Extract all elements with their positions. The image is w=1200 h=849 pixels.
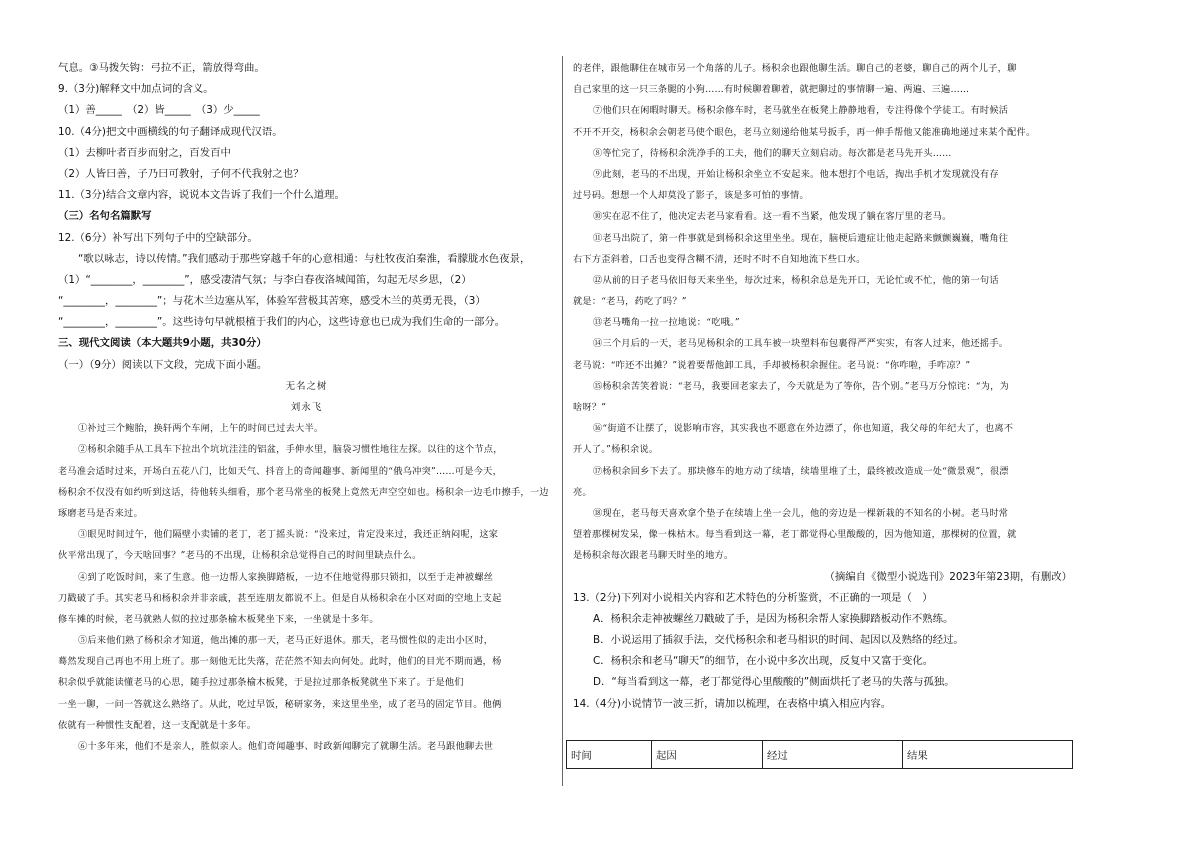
- text-line: 13.（2分)下列对小说相关内容和艺术特色的分析鉴赏，不正确的一项是（ ）: [573, 591, 933, 604]
- text-line: ⑱现在，老马每天喜欢拿个垫子在续墙上坐一会儿，他的旁边是一棵新栽的不知名的小树。老马时常: [593, 507, 1009, 519]
- text-line: （一）（9分）阅读以下文段，完成下面小题。: [58, 358, 268, 371]
- text-line: 9.（3分)解释文中加点词的含义。: [58, 83, 214, 96]
- text-line: C．杨积余和老马“聊天”的细节，在小说中多次出现，反复中又富于变化。: [593, 655, 934, 668]
- text-line: 琢磨老马是否来过。: [58, 507, 143, 519]
- text-line: 过号码。想想一个人却莫没了影子，该是多可怕的事情。: [573, 190, 809, 202]
- text-line: ③眼见时间过午，他们隔壁小卖铺的老丁，老丁摇头说：“没来过，肯定没来过，我还正纳闷呢，这家: [78, 529, 499, 541]
- text-line: “歌以咏志，诗以传情。”我们感动于那些穿越千年的心意相通：与杜牧夜泊秦淮，看朦胧水色夜景，: [78, 252, 531, 265]
- text-line: 自己家里的这一只三条腿的小狗……有时候聊着聊着，就把聊过的事情聊一遍、两遍、三遍……: [573, 84, 970, 96]
- text-line: ④到了吃饭时间，来了生意。他一边帮人家换脚踏板，一边不住地觉得那只锁扣，以至于走神被螺丝: [78, 571, 494, 583]
- text-line: 气息。③马拨矢钩：弓拉不正，箭放得弯曲。: [58, 62, 265, 74]
- text-line: 望着那棵树发呆，像一株枯木。每当看到这一幕，老丁都觉得心里酸酸的，因为他知道，那棵树的位置，就: [573, 529, 1017, 541]
- text-line: 三、现代文阅读（本大题共9小题，共30分）: [58, 337, 267, 350]
- text-line: （摘编自《微型小说选刊》2023年第23期，有删改）: [824, 570, 1072, 583]
- text-line: 亮。: [573, 486, 592, 498]
- text-line: 杨积余不仅没有如约听到这话，待他转头细看，那个老马常坐的板凳上竟然无声空空如也。杨积余一边毛巾擦手，一边: [58, 486, 549, 498]
- text-line: ⑩实在忍不住了，他决定去老马家看看。这一看不当紧，他发现了躺在客厅里的老马。: [593, 211, 952, 223]
- text-line: 一坐一聊，一问一答就这么熟络了。从此，吃过早饭，秘研家务，来这里坐坐，成了老马的固定节目。他俩: [58, 698, 502, 710]
- right-column: [573, 58, 1072, 715]
- text-line: ⑯“街道不让摆了，说影响市容，其实我也不愿意在外边漂了，你也知道，我父母的年纪大了，也离不: [593, 423, 1014, 435]
- table-header-cell: 时间: [567, 741, 652, 769]
- text-line: ⑨此刻，老马的不出现，开始让杨积余坐立不安起来。他本想打个电话，掏出手机才发现就没有存: [593, 168, 999, 180]
- text-line: （1）“________，________”，感受凄清气氛；与李白春夜洛城闻笛，勾起无尽乡思，（2）: [58, 273, 472, 286]
- text-line: 刘永飞: [290, 402, 323, 413]
- text-line: 依就有一种惯性支配着，这一支配就是十多年。: [58, 719, 257, 731]
- text-line: 10.（4分)把文中画横线的句子翻译成现代汉语。: [58, 125, 283, 138]
- text-line: B．小说运用了插叙手法，交代杨积余和老马相识的时间、起因以及熟络的经过。: [593, 634, 964, 647]
- text-line: “________，________”；与花木兰边塞从军，体验军营极其苦寒，感受木兰的英勇无畏，（3）: [58, 295, 486, 308]
- text-line: ⑤后来他们熟了杨积余才知道，他出摊的那一天，老马正好退休。那天，老马惯性似的走出小区时，: [78, 635, 494, 647]
- table-header-cell: 起因: [652, 741, 763, 769]
- text-line: 11.（3分)结合文章内容，说说本文告诉了我们一个什么道理。: [58, 189, 345, 202]
- text-line: ⑦他们只在闲暇时聊天。杨积余修车时，老马就坐在板凳上静静地看，专注得像个学徒工。有时候活: [593, 105, 1009, 117]
- text-line: D．“每当看到这一幕，老丁都觉得心里酸酸的”侧面烘托了老马的失落与孤独。: [593, 676, 955, 689]
- text-line: ⑪老马出院了，第一件事就是到杨积余这里坐坐。现在，脑梗后遗症让他走起路来颤颤巍巍，嘴角往: [593, 232, 1009, 244]
- text-line: ⑰杨积余回乡下去了。那块修车的地方动了续墙，续墙里堆了土，最终被改造成一处“微景观”，很漂: [593, 465, 1009, 477]
- text-line: 右下方歪斜着，口舌也变得含糊不清，还时不时不自知地流下些口水。: [573, 253, 866, 265]
- text-line: ⑫从前的日子老马依旧每天来坐坐，每次过来，杨积余总是先开口，无论忙或不忙，他的第一句话: [593, 274, 999, 286]
- table-header-cell: 结果: [903, 741, 1073, 769]
- text-line: 伙平常出现了，今天啥回事？”老马的不出现，让杨积余总觉得自己的时间里缺点什么。: [58, 550, 422, 562]
- text-line: 开人了。”杨积余说。: [573, 444, 659, 456]
- text-line: （1）善_____ （2）皆_____ （3）少_____: [58, 104, 260, 117]
- text-line: A．杨积余走神被螺丝刀戳破了手，是因为杨积余帮人家换脚踏板动作不熟练。: [593, 612, 954, 625]
- table-row: [567, 741, 1073, 769]
- text-line: 老马准会适时过来，开场白五花八门，比如天气、抖音上的奇闻趣事、新闻里的“俄乌冲突”……可是今天，: [58, 465, 503, 477]
- text-line: 蓦然发现自己再也不用上班了。那一刻他无比失落，茫茫然不知去向何处。此时，他们的目光不期而遇，杨: [58, 656, 502, 668]
- text-line: 的老伴，跟他聊住在城市另一个角落的儿子。杨积余也跟他聊生活。聊自己的老婆，聊自己的两个儿子，聊: [573, 63, 1017, 74]
- text-line: （2）人皆曰善，子乃曰可教射，子何不代我射之也？: [58, 167, 304, 180]
- text-line: “________，________”。这些诗句早就根植于我们的内心，这些诗意也已成为我们生命的一部分。: [58, 316, 506, 329]
- text-line: 刀戳破了手。其实老马和杨积余并非亲戚，甚至连朋友都说不上。但是自从杨积余在小区对面的空地上支起: [58, 592, 502, 604]
- text-line: 积余似乎就能读懂老马的心思，随手拉过那条榆木板凳，于是拉过那条板凳就坐下来了。于是他们: [58, 677, 464, 689]
- left-column: [58, 58, 555, 757]
- text-line: ②杨积余随手从工具车下拉出个坑坑洼洼的铝盆，手伸水里，脑袋习惯性地往左探。以往的这个节点，: [78, 444, 503, 456]
- text-line: ⑭三个月后的一天，老马见杨积余的工具车被一块塑料布包裹得严严实实，有客人过来，他还摇手。: [593, 338, 1009, 350]
- text-line: 不开不开交，杨积余会朝老马使个眼色，老马立刻递给他某号扳手，再一伸手帮他又能准确地递过来某个配件。: [573, 126, 1036, 138]
- text-line: 12.（6分）补写出下列句子中的空缺部分。: [58, 231, 258, 244]
- table-header-cell: 经过: [763, 741, 903, 769]
- text-line: 啥呀？”: [573, 402, 607, 413]
- text-line: 就是：“老马，药吃了吗？”: [573, 296, 687, 308]
- text-line: ⑥十多年来，他们不是亲人，胜似亲人。他们奇闻趣事、时政新闻聊完了就聊生活。老马跟他聊去世: [78, 741, 494, 752]
- column-divider: [562, 56, 563, 786]
- text-line: ⑬老马嘴角一拉一拉地说：“吃哦。”: [593, 317, 740, 329]
- text-line: 是杨积余每次跟老马聊天时坐的地方。: [573, 550, 734, 562]
- text-line: 老马说：“咋还不出摊？”说着要帮他卸工具，手却被杨积余握住。老马说：“你咋啦，手咋凉？”: [573, 359, 971, 371]
- text-line: ⑮杨积余苦笑着说：“老马，我要回老家去了，今天就是为了等你，告个别。”老马万分惊诧：“为，为: [593, 380, 1010, 392]
- text-line: ①补过三个鲍胎，换轩两个车闸，上午的时间已过去大半。: [78, 423, 324, 435]
- text-line: 无名之树: [285, 380, 328, 392]
- text-line: ⑧等忙完了，待杨积余洗净手的工夫，他们的聊天立刻启动。每次都是老马先开头……: [593, 147, 952, 159]
- text-line: 14.（4分)小说情节一波三折，请加以梳理，在表格中填入相应内容。: [573, 697, 892, 710]
- text-line: （1）去柳叶者百步而射之，百发百中: [58, 146, 231, 159]
- text-line: 修车摊的时候，老马就熟人似的拉过那条榆木板凳坐下来，一坐就是十多年。: [58, 613, 379, 625]
- plot-table: [566, 740, 1073, 769]
- text-line: （三）名句名篇默写: [58, 210, 152, 223]
